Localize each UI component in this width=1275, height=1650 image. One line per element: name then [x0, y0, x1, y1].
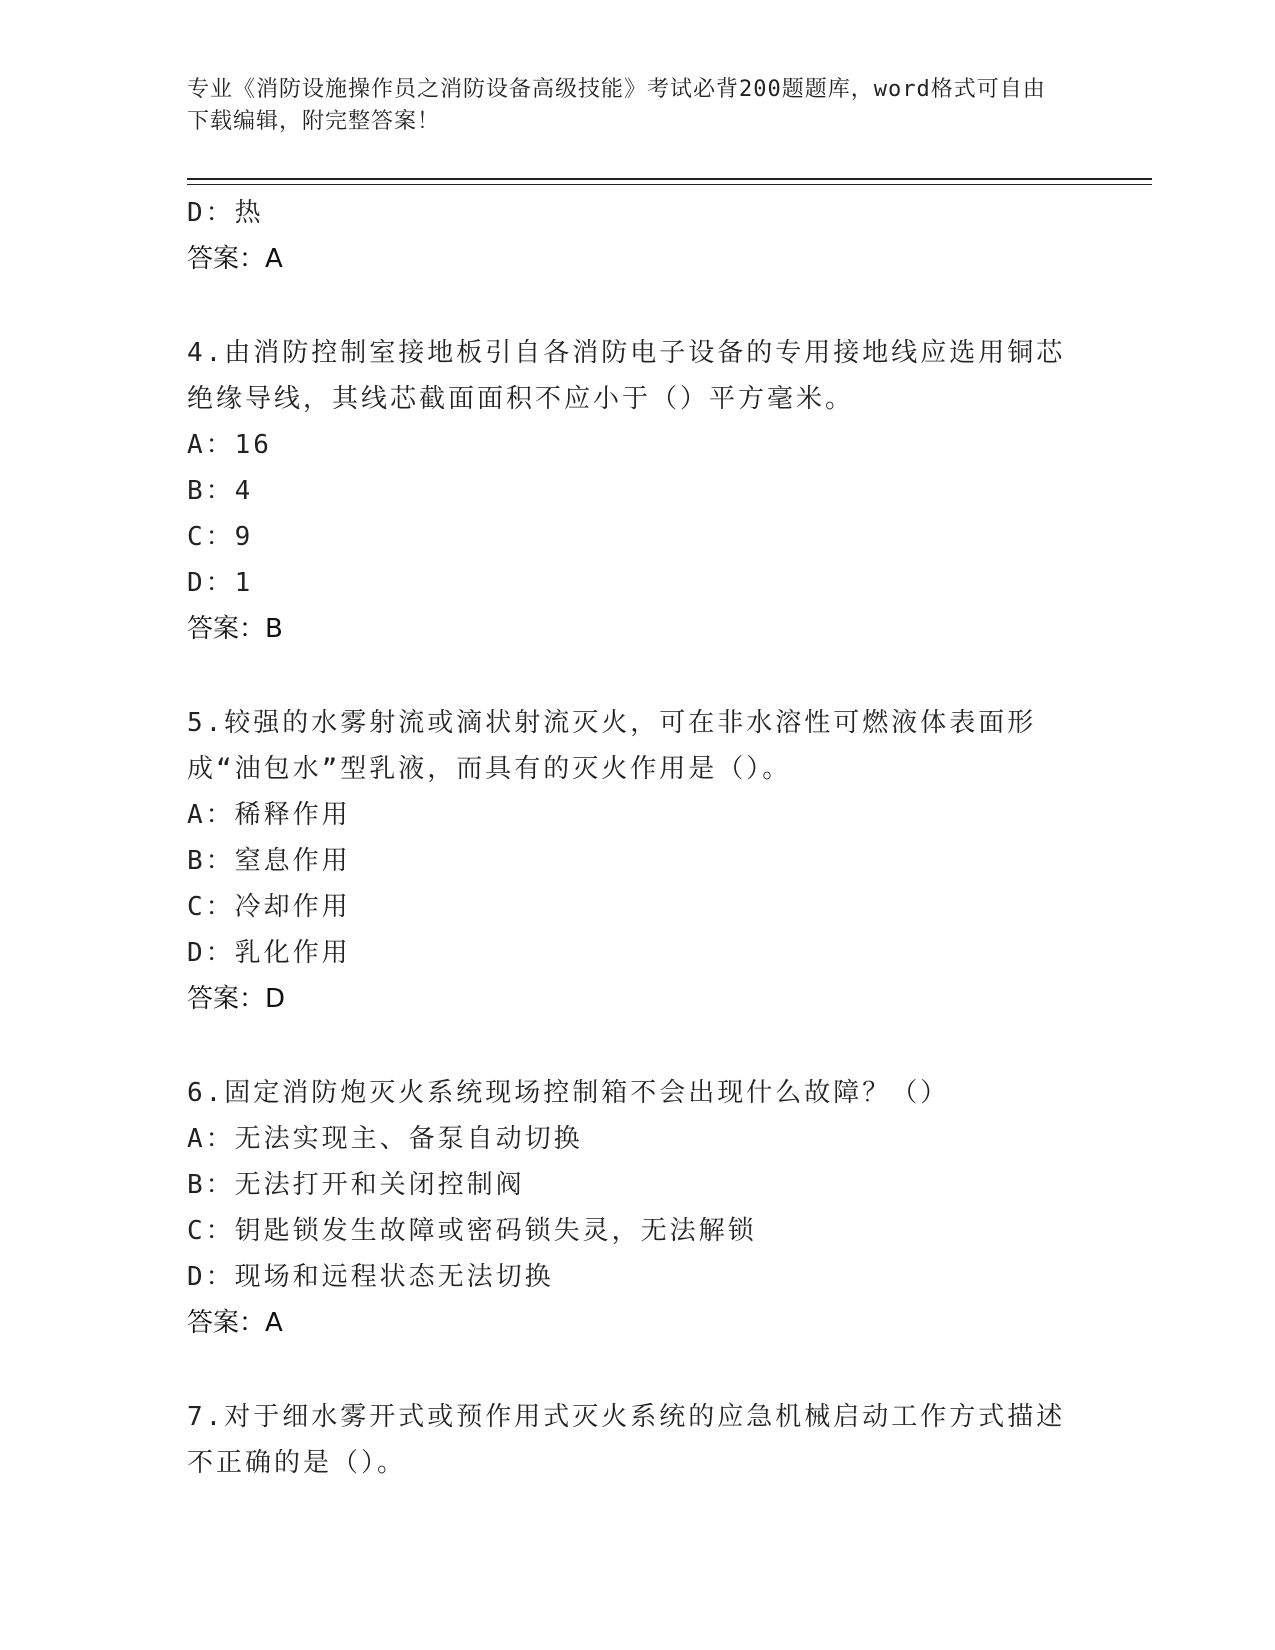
option-d: D：乳化作用	[187, 938, 351, 968]
answer-line: 答案：D	[187, 984, 286, 1014]
header-divider-thin	[187, 184, 1152, 185]
option-b: B：4	[187, 476, 254, 506]
question-stem: 4.由消防控制室接地板引自各消防电子设备的专用接地线应选用铜芯绝缘导线，其线芯截面面积不应小于（）平方毫米。	[187, 338, 1066, 414]
spacer	[187, 1022, 1067, 1070]
option-a: A：稀释作用	[187, 800, 351, 830]
option-b: B：窒息作用	[187, 846, 351, 876]
option-c: C：冷却作用	[187, 892, 351, 922]
header-divider	[187, 178, 1152, 180]
option-d: D：现场和远程状态无法切换	[187, 1262, 554, 1292]
option-a: A：16	[187, 430, 272, 460]
page-header: 专业《消防设施操作员之消防设备高级技能》考试必背200题题库，word格式可自由下载编辑，附完整答案！	[187, 77, 1046, 134]
question-stem: 5.较强的水雾射流或滴状射流灭火，可在非水溶性可燃液体表面形成“油包水”型乳液，而具有的灭火作用是（）。	[187, 708, 1037, 784]
answer-line: 答案：A	[187, 244, 283, 274]
spacer	[187, 652, 1067, 700]
question-list	[187, 190, 1067, 1486]
option-d: D：热	[187, 198, 264, 228]
spacer	[187, 1346, 1067, 1394]
answer-line: 答案：B	[187, 614, 283, 644]
option-d: D：1	[187, 568, 254, 598]
answer-line: 答案：A	[187, 1308, 283, 1338]
spacer	[187, 282, 1067, 330]
question-stem: 7.对于细水雾开式或预作用式灭火系统的应急机械启动工作方式描述不正确的是（）。	[187, 1402, 1066, 1478]
option-c: C：9	[187, 522, 254, 552]
option-c: C：钥匙锁发生故障或密码锁失灵，无法解锁	[187, 1216, 757, 1246]
option-b: B：无法打开和关闭控制阀	[187, 1170, 525, 1200]
option-a: A：无法实现主、备泵自动切换	[187, 1124, 583, 1154]
question-stem: 6.固定消防炮灭火系统现场控制箱不会出现什么故障？（）	[187, 1078, 950, 1108]
